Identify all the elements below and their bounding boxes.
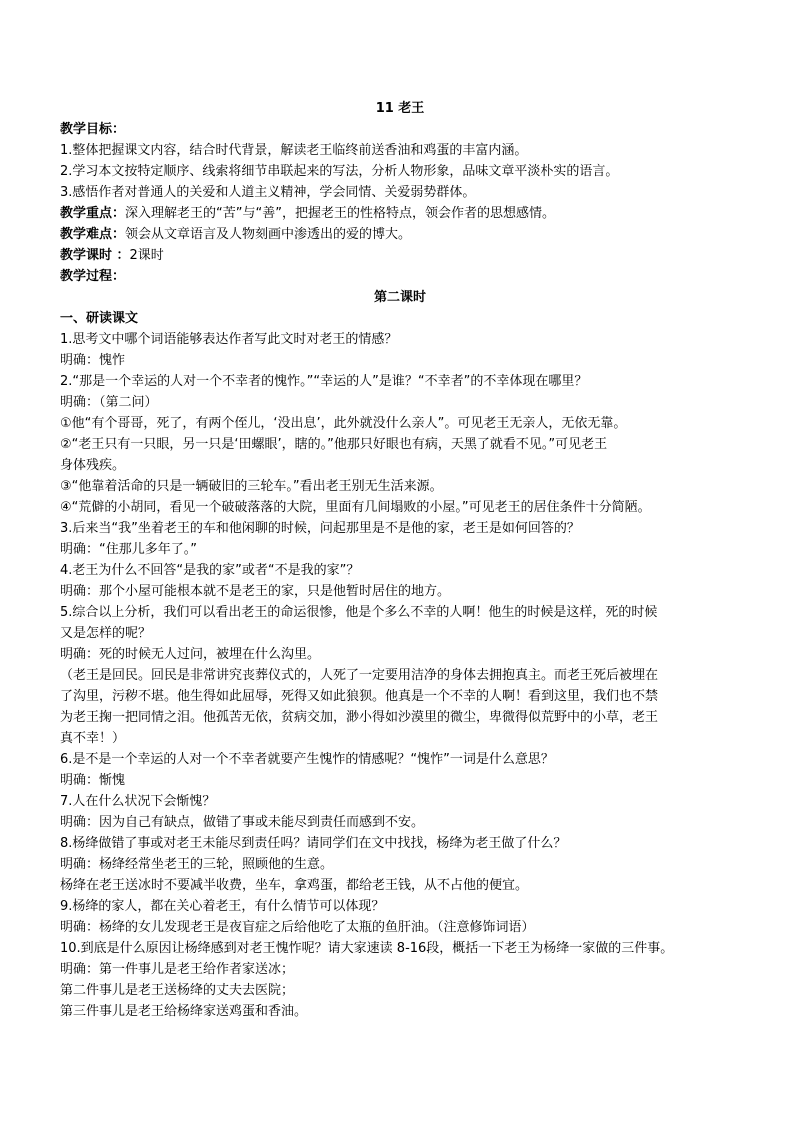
body-line: 了沟里，污秽不堪。他生得如此屈辱，死得又如此狼狈。他真是一个不幸的人啊！看到这里，我们也不禁 [60, 689, 659, 704]
body-line: 5.综合以上分析，我们可以看出老王的命运很惨，他是个多么不幸的人啊！他生的时候是这样，死的时候 [60, 605, 658, 620]
hours-value: 2课时 [129, 248, 164, 263]
body-line: 身体残疾。 [60, 458, 126, 473]
body-line: 明确：第一件事儿是老王给作者家送冰； [60, 962, 295, 977]
body-line: 1.思考文中哪个词语能够表达作者写此文时对老王的情感？ [60, 332, 398, 347]
body-line: ①他“有个哥哥，死了，有两个侄儿，‘没出息’，此外就没什么亲人”。可见老王无亲人，无依无靠。 [60, 416, 627, 431]
body-line: 4.老王为什么不回答“是我的家”或者“不是我的家”？ [60, 563, 360, 578]
lesson-title: 第二课时 [373, 290, 426, 305]
body-line: ④“荒僻的小胡同，看见一个破破落落的大院，里面有几间塌败的小屋。”可见老王的居住条件十分简陋。 [60, 500, 651, 515]
body-line: 第三件事儿是老王给杨绛家送鸡蛋和香油。 [60, 1004, 308, 1019]
process-heading: 教学过程： [60, 269, 126, 284]
difficulty-label: 教学难点： [60, 227, 126, 242]
body-line: 明确：杨绛经常坐老王的三轮，照顾他的生意。 [60, 857, 334, 872]
body-line: （老王是回民。回民是非常讲究丧葬仪式的，人死了一定要用洁净的身体去拥抱真主。而老王死后被埋在 [60, 668, 659, 683]
body-line: 明确：愧怍 [60, 353, 126, 368]
objective-item: 3.感悟作者对普通人的关爱和人道主义精神，学会同情、关爱弱势群体。 [60, 185, 476, 200]
body-line: 明确：（第二问） [60, 395, 158, 410]
body-line: 8.杨绛做错了事或对老王未能尽到责任吗？请同学们在文中找找，杨绛为老王做了什么？ [60, 836, 567, 851]
body-line: 明确：死的时候无人过问，被埋在什么沟里。 [60, 647, 321, 662]
page-title: 11 老王 [375, 101, 425, 116]
hours-line [60, 245, 740, 266]
body-line: 真不幸！） [60, 731, 126, 746]
body-line: 7.人在什么状况下会惭愧？ [60, 794, 216, 809]
objective-item: 1.整体把握课文内容，结合时代背景，解读老王临终前送香油和鸡蛋的丰富内涵。 [60, 143, 528, 158]
difficulty-text: 领会从文章语言及人物刻画中渗透出的爱的博大。 [125, 227, 412, 242]
body-line: ②“老王只有一只眼，另一只是‘田螺眼’，瞎的。”他那只好眼也有病，天黑了就看不见。”可见老王 [60, 437, 608, 452]
body-line: ③“他靠着活命的只是一辆破旧的三轮车。”看出老王别无生活来源。 [60, 479, 443, 494]
body-line: 明确：惭愧 [60, 773, 126, 788]
body-line: 2.“那是一个幸运的人对一个不幸者的愧怍。”“幸运的人”是谁？“不幸者”的不幸体现在哪里？ [60, 374, 588, 389]
body-line: 3.后来当“我”坐着老王的车和他闲聊的时候，问起那里是不是他的家，老王是如何回答的？ [60, 521, 580, 536]
section-heading: 一、研读课文 [60, 311, 139, 326]
document-page [60, 98, 740, 1022]
hours-label: 教学课时 ： [60, 248, 130, 263]
body-line: 6.是不是一个幸运的人对一个不幸者就要产生愧怍的情感呢？“愧怍”一词是什么意思？ [60, 752, 554, 767]
body-line: 明确：那个小屋可能根本就不是老王的家，只是他暂时居住的地方。 [60, 584, 451, 599]
body-line: 第二件事儿是老王送杨绛的丈夫去医院； [60, 983, 295, 998]
body-line: 明确：因为自己有缺点，做错了事或未能尽到责任而感到不安。 [60, 815, 425, 830]
key-point-text: 深入理解老王的“苦”与“善”，把握老王的性格特点，领会作者的思想感情。 [125, 206, 555, 221]
body-line: 杨绛在老王送冰时不要减半收费，坐车，拿鸡蛋，都给老王钱，从不占他的便宜。 [60, 878, 529, 893]
body-line: 又是怎样的呢？ [60, 626, 152, 641]
body-line: 为老王掬一把同情之泪。他孤苦无依，贫病交加，渺小得如沙漠里的微尘，卑微得似荒野中的小草，老王 [60, 710, 659, 725]
body-line: 10.到底是什么原因让杨绛感到对老王愧怍呢？请大家速读 8-16段，概括一下老王为杨绛一家做的三件事。 [60, 941, 674, 956]
body-line: 明确：杨绛的女儿发现老王是夜盲症之后给他吃了太瓶的鱼肝油。（注意修饰词语） [60, 920, 535, 935]
objective-item: 2.学习本文按特定顺序、线索将细节串联起来的写法，分析人物形象，品味文章平淡朴实的语言。 [60, 164, 619, 179]
key-point-line [60, 203, 740, 224]
body-line: 9.杨绛的家人，都在关心着老王，有什么情节可以体现？ [60, 899, 385, 914]
body-line: 明确：“住那儿多年了。” [60, 542, 197, 557]
objectives-heading: 教学目标： [60, 122, 126, 137]
key-point-label: 教学重点： [60, 206, 126, 221]
difficulty-line [60, 224, 740, 245]
